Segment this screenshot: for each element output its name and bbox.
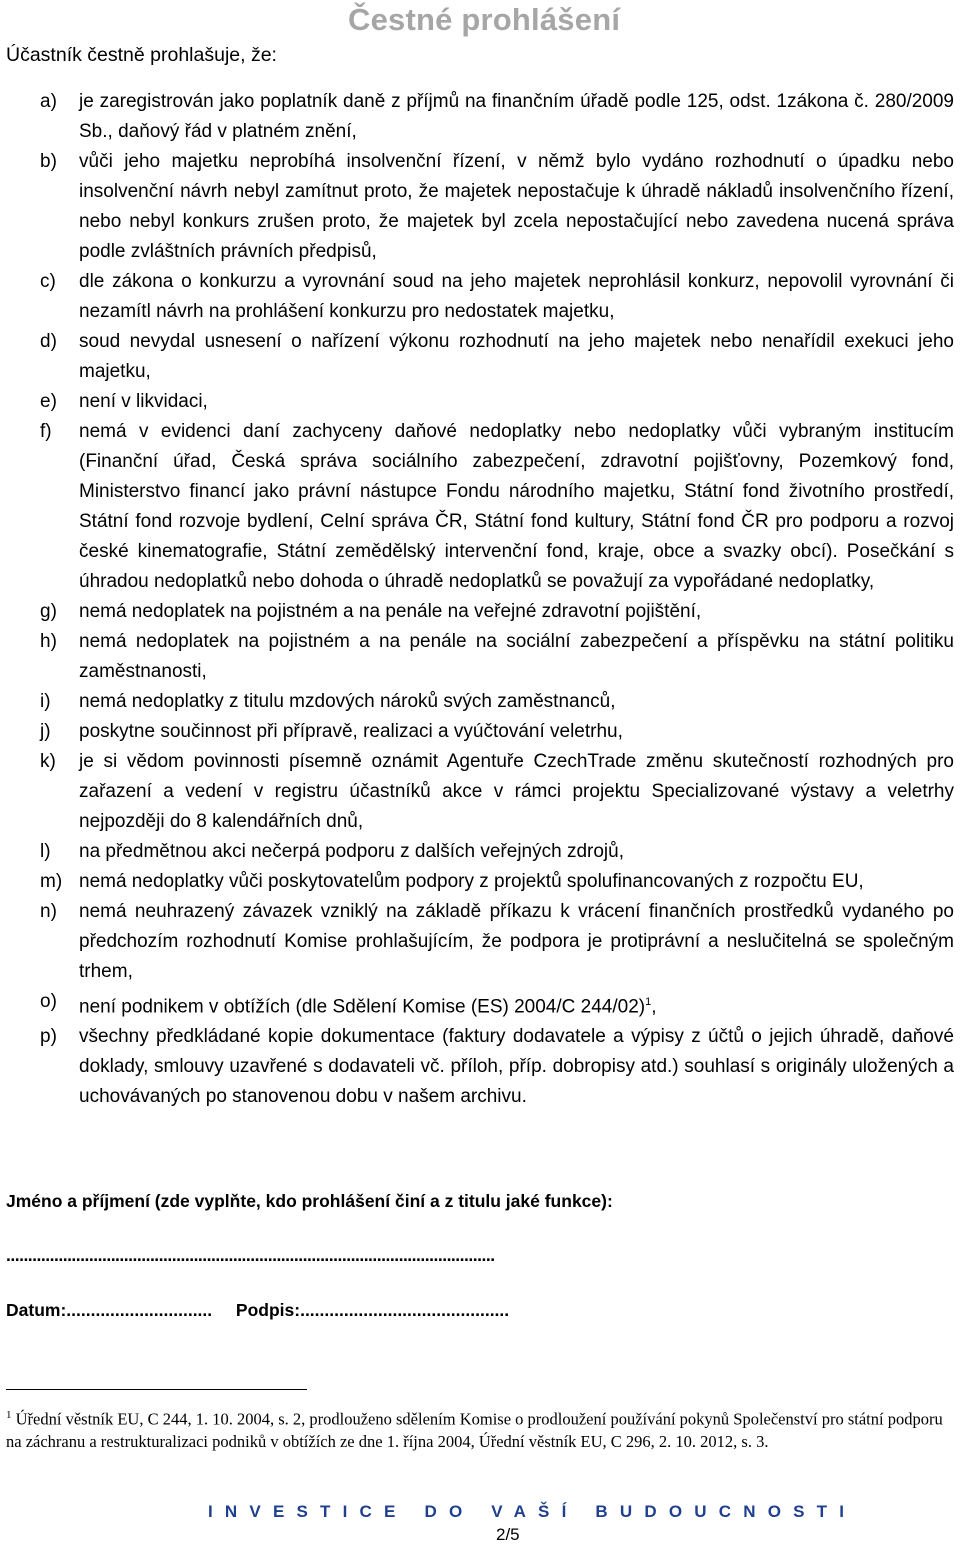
footnote [6, 1404, 950, 1453]
footnote-reference: 1 [645, 996, 652, 1008]
name-field-label: Jméno a příjmení (zde vyplňte, kdo prohlášení činí a z titulu jaké funkce): [6, 1191, 613, 1211]
list-item-a [0, 87, 960, 147]
list-item-m [0, 867, 960, 897]
list-item-i [0, 687, 960, 717]
signature-label: Podpis: [235, 1300, 301, 1320]
item-text: nemá nedoplatek na pojistném a na penále na sociální zabezpečení a příspěvku na státní politiku zaměstnanosti, [79, 631, 954, 682]
item-text: není v likvidaci, [79, 391, 208, 412]
item-text-wrap [79, 987, 954, 1022]
item-text: soud nevydal usnesení o nařízení výkonu rozhodnutí na jeho majetek nebo nenařídil exekuci jeho majetku, [79, 331, 954, 382]
footnote-text: Úřední věstník EU, C 244, 1. 10. 2004, s. 2, prodlouženo sdělením Komise o prodloužení používání pokynů Společenství pro státní podporu na záchranu a restrukturalizaci podniků v obtížích ze dne 1. října 2004, Úřední věstník EU, C 296, 2. 10. 2012, s. 3. [6, 1409, 943, 1451]
list-item-f [0, 417, 960, 597]
item-text: nemá nedoplatek na pojistném a na penále na veřejné zdravotní pojištění, [79, 601, 702, 622]
item-label: i) [40, 691, 51, 712]
item-text: dle zákona o konkurzu a vyrovnání soud na jeho majetek neprohlásil konkurz, nepovolil vyrovnání či nezamítl návrh na prohlášení konkurzu pro nedostatek majetku, [79, 271, 954, 322]
list-item-k [0, 747, 960, 837]
intro-text: Účastník čestně prohlašuje, že: [6, 44, 277, 66]
footnote-separator [6, 1389, 307, 1390]
name-field[interactable]: ................................................................................................................ [6, 1245, 495, 1265]
item-text: nemá neuhrazený závazek vzniklý na základě příkazu k vrácení finančních prostředků vydaného po předchozím rozhodnutí Komise prohlašujícím, že podpora je protiprávní a neslučitelná se společným trhem, [79, 901, 954, 982]
item-label: f) [40, 421, 52, 442]
item-label: c) [40, 271, 56, 292]
list-item-c [0, 267, 960, 327]
declaration-list [0, 87, 960, 1112]
item-label: m) [40, 871, 63, 892]
item-label: j) [40, 721, 51, 742]
item-label: d) [40, 331, 57, 352]
item-text: nemá nedoplatky vůči poskytovatelům podpory z projektů spolufinancovaných z rozpočtu EU, [79, 871, 864, 892]
item-text: je si vědom povinnosti písemně oznámit Agentuře CzechTrade změnu skutečností rozhodných pro zařazení a vedení v registru účastníků akce v rámci projektu Specializované výstavy a veletrhy nejpozději do 8 kalendářních dnů, [79, 751, 954, 832]
item-text-end: , [651, 996, 657, 1018]
signature-row [6, 1300, 509, 1321]
item-label: b) [40, 151, 57, 172]
list-item-o [0, 987, 960, 1022]
item-text: poskytne součinnost při přípravě, realizaci a vyúčtování veletrhu, [79, 721, 623, 742]
item-text: je zaregistrován jako poplatník daně z příjmů na finančním úřadě podle 125, odst. 1zákona č. 280/2009 Sb., daňový řád v platném znění, [79, 91, 954, 142]
item-label: p) [40, 1026, 57, 1048]
item-label: l) [40, 841, 51, 862]
item-text: všechny předkládané kopie dokumentace (faktury dodavatele a výpisy z účtů o jejich úhradě, daňové doklady, smlouvy uzavřené s dodavateli vč. příloh, příp. dobropisy atd.) souhlasí s originály uložených a uchovávaných po stanovenou dobu v našem archivu. [79, 1026, 954, 1108]
list-item-g [0, 597, 960, 627]
item-text: nemá nedoplatky z titulu mzdových nároků svých zaměstnanců, [79, 691, 616, 712]
item-text: není podnikem v obtížích (dle Sdělení Komise (ES) 2004/C 244/02) [79, 996, 646, 1018]
list-item-l [0, 837, 960, 867]
list-item-d [0, 327, 960, 387]
item-text: nemá v evidenci daní zachyceny daňové nedoplatky nebo nedoplatky vůči vybraným institucím (Finanční úřad, Česká správa sociálního zabezpečení, zdravotní pojišťovny, Pozemkový fond, Ministerstvo financí jako právní nástupce Fondu národního majetku, Státní fond životního prostředí, Státní fond rozvoje bydlení, Celní správa ČR, Státní fond kultury, Státní fond ČR pro podporu a rozvoj české kinematografie, Státní zemědělský intervenční fond, kraje, obce a svazky obcí). Posečkání s úhradou nedoplatků nebo dohoda o úhradě nedoplatků se považují za vypořádané nedoplatky, [79, 421, 954, 592]
item-text: vůči jeho majetku neprobíhá insolvenční řízení, v němž bylo vydáno rozhodnutí o úpadku nebo insolvenční návrh nebyl zamítnut proto, že majetek nepostačuje k úhradě nákladů insolvenčního řízení, nebo nebyl konkurs zrušen proto, že majetek byl zcela nepostačující nebo zavedena nucená správa podle zvláštních právních předpisů, [79, 151, 954, 262]
item-label: h) [40, 631, 57, 652]
list-item-p [0, 1022, 960, 1112]
date-label: Datum: [6, 1300, 67, 1320]
page-number: 2/5 [496, 1525, 520, 1544]
list-item-h [0, 627, 960, 687]
list-item-b [0, 147, 960, 267]
list-item-j [0, 717, 960, 747]
signature-field[interactable]: ........................................... [300, 1300, 510, 1320]
item-label: k) [40, 751, 56, 772]
item-label: g) [40, 601, 57, 622]
list-item-e [0, 387, 960, 417]
item-label: n) [40, 901, 57, 922]
date-field[interactable]: .............................. [66, 1300, 213, 1320]
list-item-n [0, 897, 960, 987]
document-title: Čestné prohlášení [348, 2, 621, 37]
footer-slogan: INVESTICE DO VAŠÍ BUDOUCNOSTI [208, 1502, 857, 1521]
item-text: na předmětnou akci nečerpá podporu z dalších veřejných zdrojů, [79, 841, 624, 862]
footnote-marker: 1 [6, 1409, 12, 1421]
item-label: a) [40, 91, 57, 112]
item-label: e) [40, 391, 57, 412]
item-label: o) [40, 991, 57, 1012]
